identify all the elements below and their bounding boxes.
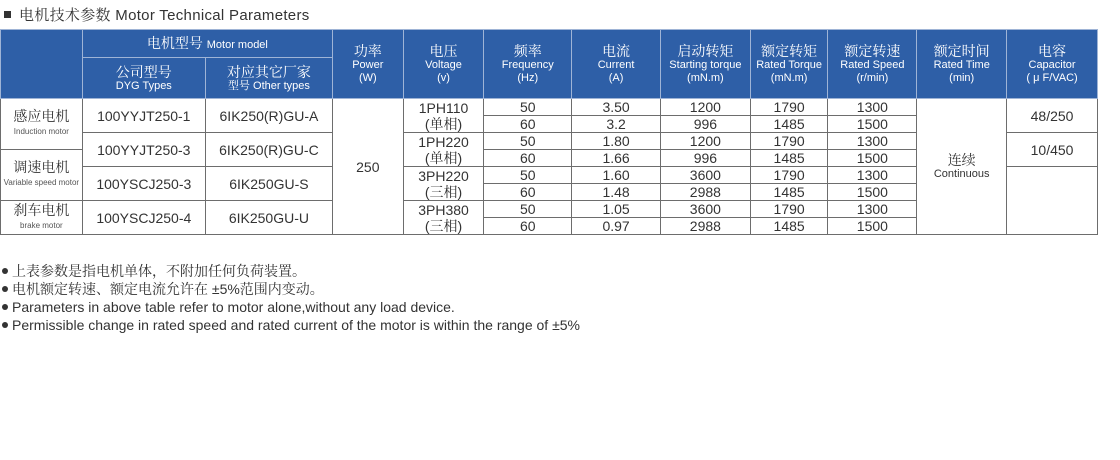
note-item (2, 316, 580, 334)
dyg-model-cell: 100YYJT250-3 (82, 133, 205, 167)
header-power (333, 30, 404, 99)
category-label-zh: 感应电机 (13, 108, 70, 124)
header-other-types-en: 型号 Other types (227, 79, 310, 92)
note-text: Parameters in above table refer to motor alone,without any load device. (12, 299, 455, 315)
header-motor-model-en: Motor model (206, 39, 268, 52)
frequency-cell: 60 (484, 184, 572, 201)
category-variable-speed-motor (1, 150, 83, 201)
header-other-types-zh: 对应其它厂家 (226, 63, 311, 80)
header-frequency (484, 30, 572, 99)
motor-parameters-table (0, 29, 1098, 235)
capacitor-cell: 10/450 (1007, 133, 1098, 167)
rated-speed-cell: 1500 (828, 150, 917, 167)
voltage-phase: (三相) (424, 183, 463, 200)
header-motor-model (82, 30, 332, 58)
header-current-en: Current (597, 59, 635, 72)
header-power-zh: 功率 (353, 43, 382, 60)
header-capacitor-unit: ( μ F/VAC) (1026, 72, 1078, 85)
header-power-unit: (W) (358, 72, 377, 85)
header-power-en: Power (352, 59, 384, 72)
header-starting-torque-unit: (mN.m) (687, 72, 724, 85)
header-rated-torque-en: Rated Torque (756, 59, 823, 72)
bullet-icon (2, 286, 8, 292)
starting-torque-cell: 996 (660, 116, 750, 133)
rated-torque-cell: 1790 (750, 99, 828, 116)
header-rated-speed-zh: 额定转速 (844, 43, 901, 60)
frequency-cell: 50 (484, 133, 572, 150)
rated-speed-cell: 1500 (828, 218, 917, 235)
power-cell: 250 (333, 99, 404, 235)
frequency-cell: 50 (484, 167, 572, 184)
voltage-phase: (三相) (424, 217, 463, 234)
header-starting-torque-zh: 启动转矩 (677, 43, 734, 60)
header-other-types (205, 58, 332, 99)
voltage-value: 3PH220 (418, 167, 469, 184)
other-model-cell: 6IK250(R)GU-A (205, 99, 332, 133)
header-dyg-types-en: DYG Types (115, 79, 172, 92)
table-row (1, 99, 1098, 116)
current-cell: 1.80 (572, 133, 661, 150)
voltage-phase: (单相) (424, 115, 463, 132)
rated-torque-cell: 1790 (750, 167, 828, 184)
note-item (2, 298, 580, 316)
voltage-cell (403, 167, 484, 201)
header-motor-model-zh: 电机型号 (146, 35, 203, 52)
header-rated-torque (750, 30, 828, 99)
header-row-1 (1, 30, 1098, 58)
bullet-icon (2, 268, 8, 274)
note-item (2, 280, 580, 298)
header-current (572, 30, 661, 99)
note-text: Permissible change in rated speed and rated current of the motor is within the range of ±5% (12, 317, 580, 333)
header-dyg-types (82, 58, 205, 99)
section-title-text: 电机技术参数 Motor Technical Parameters (19, 6, 310, 24)
current-cell: 3.2 (572, 116, 661, 133)
header-rated-time-unit: (min) (949, 72, 975, 85)
header-rated-time-en: Rated Time (933, 59, 990, 72)
header-voltage-en: Voltage (425, 59, 462, 72)
header-capacitor (1007, 30, 1098, 99)
header-capacitor-en: Capacitor (1028, 59, 1076, 72)
dyg-model-cell: 100YSCJ250-3 (82, 167, 205, 201)
header-voltage-unit: (v) (437, 72, 450, 85)
other-model-cell: 6IK250GU-U (205, 201, 332, 235)
category-label-en: brake motor (20, 220, 63, 230)
category-brake-motor (1, 201, 83, 235)
header-frequency-zh: 频率 (513, 43, 542, 60)
starting-torque-cell: 3600 (660, 201, 750, 218)
header-rated-torque-zh: 额定转矩 (761, 43, 818, 60)
frequency-cell: 60 (484, 150, 572, 167)
starting-torque-cell: 2988 (660, 218, 750, 235)
dyg-model-cell: 100YYJT250-1 (82, 99, 205, 133)
voltage-cell (403, 133, 484, 167)
frequency-cell: 60 (484, 116, 572, 133)
header-dyg-types-zh: 公司型号 (115, 63, 172, 80)
rated-speed-cell: 1500 (828, 116, 917, 133)
voltage-cell (403, 201, 484, 235)
header-rated-speed (828, 30, 917, 99)
voltage-value: 1PH110 (418, 99, 469, 116)
rated-time-cell (917, 99, 1007, 235)
category-label-en: Induction motor (13, 127, 69, 136)
frequency-cell: 50 (484, 201, 572, 218)
rated-torque-cell: 1485 (750, 150, 828, 167)
category-label-zh: 刹车电机 (13, 201, 70, 218)
header-frequency-en: Frequency (501, 59, 554, 72)
note-text: 电机额定转速、额定电流允许在 ±5%范围内变动。 (12, 281, 324, 297)
current-cell: 1.66 (572, 150, 661, 167)
dyg-model-cell: 100YSCJ250-4 (82, 201, 205, 235)
rated-speed-cell: 1300 (828, 99, 917, 116)
category-label-en: Variable speed motor (3, 178, 80, 187)
starting-torque-cell: 996 (660, 150, 750, 167)
rated-torque-cell: 1790 (750, 201, 828, 218)
header-starting-torque (660, 30, 750, 99)
current-cell: 1.60 (572, 167, 661, 184)
other-model-cell: 6IK250(R)GU-C (205, 133, 332, 167)
header-rated-time-zh: 额定时间 (933, 43, 990, 60)
rated-torque-cell: 1485 (750, 116, 828, 133)
rated-speed-cell: 1300 (828, 133, 917, 150)
capacitor-cell: 48/250 (1007, 99, 1098, 133)
category-induction-motor (1, 99, 83, 150)
rated-speed-cell: 1500 (828, 184, 917, 201)
voltage-cell (403, 99, 484, 133)
starting-torque-cell: 2988 (660, 184, 750, 201)
rated-torque-cell: 1790 (750, 133, 828, 150)
note-text: 上表参数是指电机单体，不附加任何负荷装置。 (12, 263, 306, 279)
header-current-unit: (A) (608, 72, 624, 85)
frequency-cell: 50 (484, 99, 572, 116)
square-bullet-icon (4, 11, 11, 18)
voltage-value: 1PH220 (418, 133, 469, 150)
header-capacitor-zh: 电容 (1038, 43, 1067, 60)
header-category-blank (1, 30, 83, 99)
voltage-phase: (单相) (424, 149, 463, 166)
rated-torque-cell: 1485 (750, 184, 828, 201)
header-frequency-unit: (Hz) (517, 72, 539, 85)
voltage-value: 3PH380 (418, 201, 469, 218)
notes-list (2, 262, 580, 334)
category-label-zh: 调速电机 (13, 159, 70, 175)
current-cell: 1.05 (572, 201, 661, 218)
current-cell: 0.97 (572, 218, 661, 235)
current-cell: 1.48 (572, 184, 661, 201)
starting-torque-cell: 3600 (660, 167, 750, 184)
header-rated-speed-en: Rated Speed (840, 59, 905, 72)
note-item (2, 262, 580, 280)
bullet-icon (2, 322, 8, 328)
starting-torque-cell: 1200 (660, 133, 750, 150)
current-cell: 3.50 (572, 99, 661, 116)
frequency-cell: 60 (484, 218, 572, 235)
capacitor-cell-empty (1007, 167, 1098, 235)
rated-torque-cell: 1485 (750, 218, 828, 235)
rated-speed-cell: 1300 (828, 201, 917, 218)
bullet-icon (2, 304, 8, 310)
header-current-zh: 电流 (602, 43, 631, 60)
header-rated-torque-unit: (mN.m) (770, 72, 808, 85)
header-starting-torque-en: Starting torque (669, 59, 742, 72)
header-voltage (403, 30, 484, 99)
other-model-cell: 6IK250GU-S (205, 167, 332, 201)
rated-time-zh: 连续 (947, 151, 976, 168)
header-voltage-zh: 电压 (429, 43, 458, 60)
header-rated-speed-unit: (r/min) (856, 72, 889, 85)
header-rated-time (917, 30, 1007, 99)
rated-speed-cell: 1300 (828, 167, 917, 184)
rated-time-en: Continuous (933, 168, 990, 181)
section-title (4, 4, 310, 24)
starting-torque-cell: 1200 (660, 99, 750, 116)
